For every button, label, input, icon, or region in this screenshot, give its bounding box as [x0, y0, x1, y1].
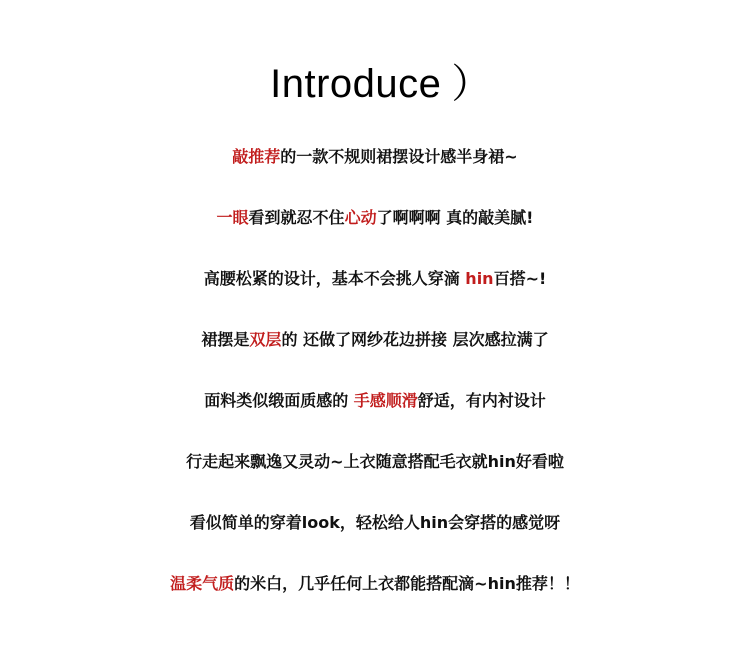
highlight-text: 心动	[344, 208, 377, 227]
body-text: 看似简单的穿着look，轻松给人hin会穿搭的感觉呀	[189, 513, 561, 532]
highlight-text: 温柔气质	[170, 574, 235, 593]
description-line	[0, 265, 750, 326]
highlight-text: hin	[465, 269, 494, 288]
description-line	[0, 143, 750, 204]
body-text: 的一款不规则裙摆设计感半身裙~	[280, 147, 518, 166]
intro-heading-text: Introduce	[270, 62, 442, 106]
highlight-text: 手感顺滑	[353, 391, 418, 410]
body-text: 高腰松紧的设计，基本不会挑人穿滴	[203, 269, 466, 288]
description-line	[0, 509, 750, 570]
intro-heading	[0, 58, 750, 110]
body-text: 百搭~!	[493, 269, 547, 288]
intro-heading-bracket: ）	[451, 61, 492, 107]
body-text: 舒适，有内衬设计	[417, 391, 546, 410]
highlight-text: 敲推荐	[232, 147, 281, 166]
body-text: 的 还做了网纱花边拼接 层次感拉满了	[281, 330, 549, 349]
body-text: 的米白，几乎任何上衣都能搭配滴~hin推荐！！	[234, 574, 580, 593]
body-text: 看到就忍不住	[248, 208, 345, 227]
body-text: 了啊啊啊 真的敲美腻!	[376, 208, 534, 227]
description-line	[0, 387, 750, 448]
description-line	[0, 204, 750, 265]
description-line	[0, 326, 750, 387]
body-text: 行走起来飘逸又灵动~上衣随意搭配毛衣就hin好看啦	[186, 452, 564, 471]
description-line	[0, 570, 750, 631]
highlight-text: 双层	[249, 330, 282, 349]
body-text: 面料类似缎面质感的	[204, 391, 354, 410]
body-text: 裙摆是	[201, 330, 250, 349]
highlight-text: 一眼	[216, 208, 249, 227]
description-line	[0, 448, 750, 509]
intro-description	[0, 143, 750, 631]
